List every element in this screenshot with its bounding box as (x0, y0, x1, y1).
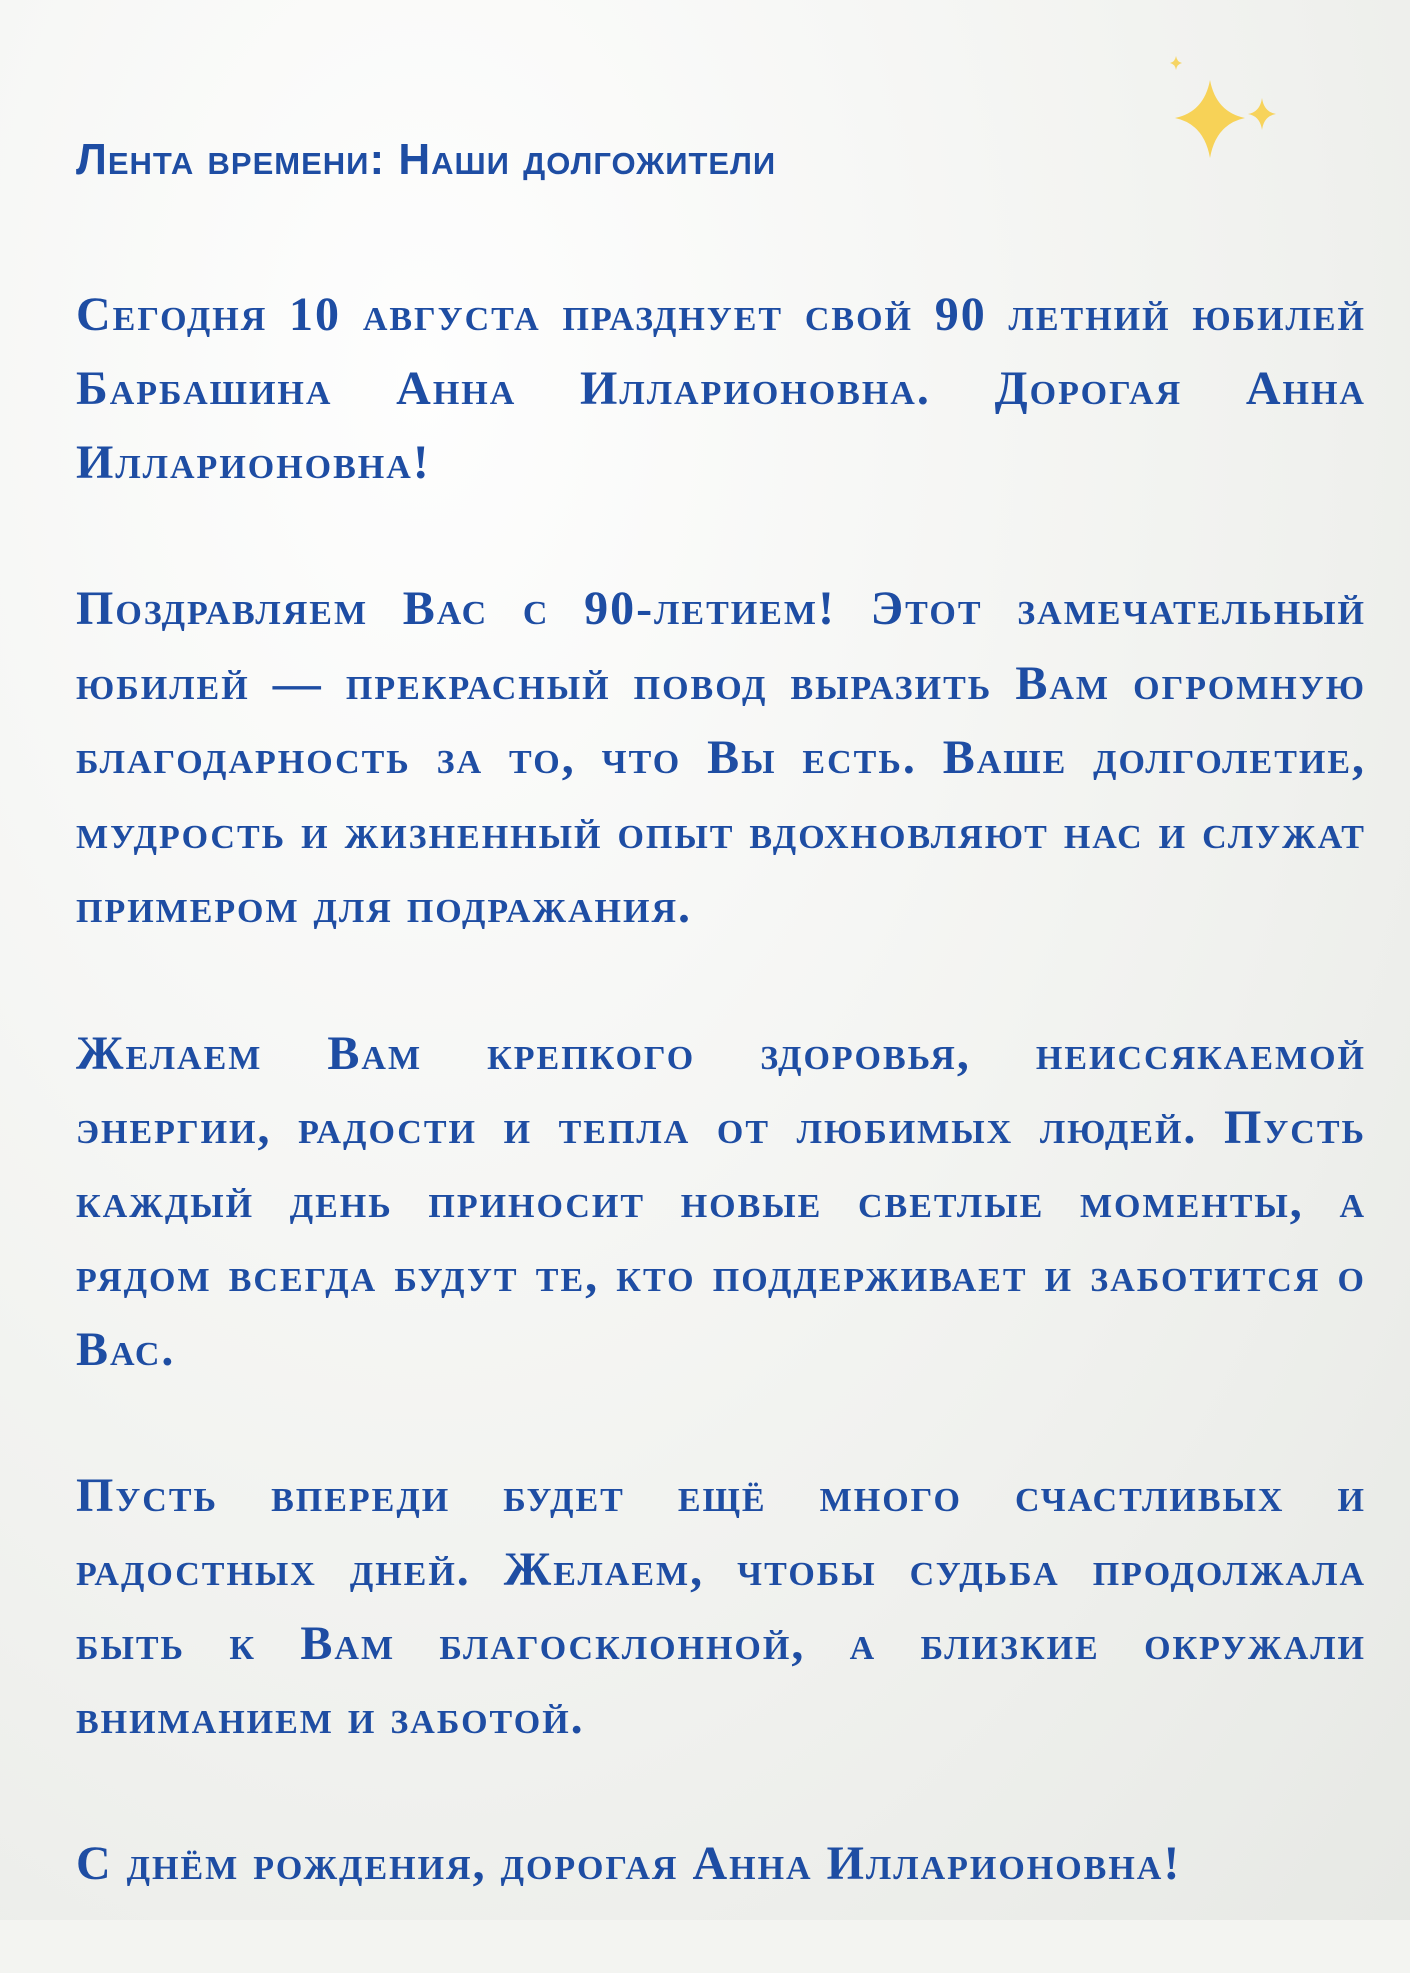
paragraph-future: Пусть впереди будет ещё много счастливых и радостных дней. Желаем, чтобы судьба продолжала быть к Вам благосклонной, а близкие окружали вниманием и заботой. (76, 1468, 1366, 1744)
document-body (76, 130, 1366, 1973)
paragraph-announcement: Сегодня 10 августа празднует свой 90 летний юбилей Барбашина Анна Илларионовна. Дорогая Анна Илларионовна! (76, 288, 1366, 489)
paragraph-congratulation: Поздравляем Вас с 90-летием! Этот замечательный юбилей — прекрасный повод выразить Вам огромную благодарность за то, что Вы есть. Ваше долголетие, мудрость и жизненный опыт вдохновляют нас и служат примером для подражания. (76, 582, 1366, 933)
paragraph-wishes: Желаем Вам крепкого здоровья, неиссякаемой энергии, радости и тепла от любимых людей. Пусть каждый день приносит новые светлые моменты, а рядом всегда будут те, кто поддерживает и заботится о Вас. (76, 1026, 1366, 1376)
paragraph-closing: С днём рождения, дорогая Анна Илларионовна! (76, 1836, 1182, 1890)
page-title: Лента времени: Наши долгожители (76, 135, 777, 184)
